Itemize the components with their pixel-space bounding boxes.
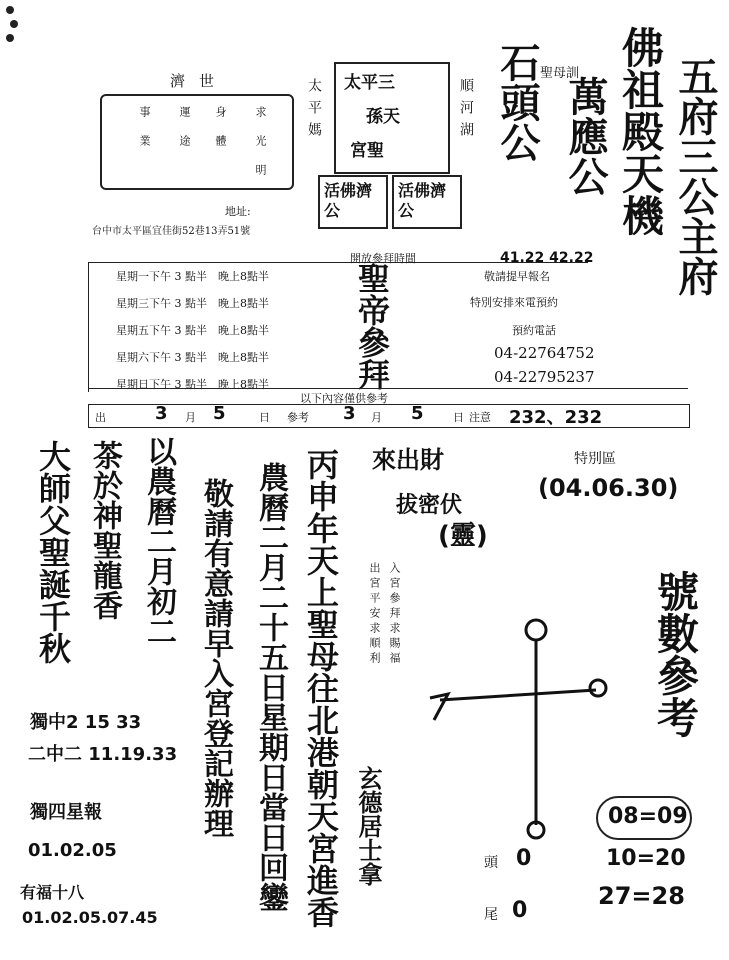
hand-col-r3: 敬請有意請早入宮登記辦理 [198,478,233,838]
tail-value: 0 [512,898,528,923]
oval-box [596,796,692,840]
stamp-left-text: 活佛濟公 [324,181,373,220]
oval-text: 08=09 [608,804,688,829]
note-value: 232、232 [509,407,603,428]
stamp-top: 太平三 [344,73,395,93]
scroll-col-2: 身體 [214,106,227,164]
cross-drawing [420,610,620,850]
hand-col-r2: 農曆二月二十五日星期日當日回鑾 [253,462,288,912]
out-day: 5 [213,403,226,424]
hand-l-row5: 有福十八 [20,883,85,902]
exit-text: 出宮平安求順利 [368,562,381,667]
enter-text: 入宮參拜求賜福 [388,562,401,667]
hand-oval: (靈) [438,521,488,551]
address-label: 地址: [225,205,251,218]
hand-r-row2: 27=28 [598,882,685,910]
stamp-mid: 孫天 [366,107,400,127]
row-end: 晚上8點半 [218,378,269,391]
hand-col-l2: 茶於神聖龍香 [87,440,122,620]
ref-day: 5 [411,403,424,424]
tail-label: 尾 [484,907,498,923]
schedule-row [116,268,356,295]
stamp-right [392,175,462,229]
ref-month: 3 [343,403,356,424]
scroll-col-3: 運途 [178,106,191,164]
hand-l-row4: 01.02.05 [28,840,117,861]
hand-col-l3: 大師父聖誕千秋 [34,440,72,664]
schedule-rows [116,268,356,403]
row-end: 晚上8點半 [218,297,269,310]
phone-1: 04-22764752 [494,344,595,362]
big-col-2: 佛祖殿天機 [616,26,665,236]
special-area-label: 特別區 [574,451,616,467]
schedule-row [116,295,356,322]
ref-month-word: 月 [371,411,382,424]
schedule-left-line [88,262,89,392]
below-line [88,388,688,389]
note-label: 注意 [469,411,491,424]
big-col-4: 石頭公 [494,42,540,162]
hand-l-row3: 獨四星報 [30,802,102,823]
head-value: 0 [516,846,532,871]
hand-l-row1: 獨中2 15 33 [30,712,142,733]
hand-top-center: 來出財 [372,446,444,474]
address: 台中市太平區宜佳街52巷13弄51號 [92,226,251,237]
out-day-word: 日 [259,411,270,424]
row-day: 星期三下午 3 點半 [116,297,207,310]
phone-label: 預約電話 [512,324,556,337]
hand-top-center-2: 拔密伏 [396,493,463,518]
training-label: 聖母訓 [540,66,580,81]
row-day: 星期一下午 3 點半 [116,270,207,283]
stamp-right-text: 活佛濟公 [398,181,447,220]
ref-day-word: 日 [453,411,464,424]
signup: 敬請提早報名 [484,270,550,283]
scroll-title: 濟世 [170,72,229,90]
row-day: 星期日下午 3 點半 [116,378,207,391]
date-line [88,404,690,428]
stamp-left [318,175,388,229]
big-col-1: 五府三公主府 [672,56,718,296]
out-month-word: 月 [185,411,196,424]
hand-col-r1: 丙申年天上聖母往北港朝天宮進香 [302,448,340,928]
print-name: 玄德居士拿 [354,766,382,886]
temple-col-a: 太平媽 [306,78,322,144]
special-area-value: (04.06.30) [538,474,679,502]
special-booking: 特別安排來電預約 [470,296,558,309]
row-day: 星期六下午 3 點半 [116,351,207,364]
schedule-header: 開放參拜時間 [350,252,416,265]
hand-l-row2: 二中二 11.19.33 [28,744,178,765]
temple-col-b: 順河湖 [458,78,474,144]
ref-label: 參考 [287,411,309,424]
below-note: 以下內容僅供參考 [300,392,388,405]
row-end: 晚上8點半 [218,270,269,283]
binder-holes [4,4,20,44]
hand-r-row1: 10=20 [606,846,686,871]
scroll-banner [100,70,300,200]
row-end: 晚上8點半 [218,351,269,364]
stamp-bottom: 宮聖 [350,141,384,161]
schedule-row [116,349,356,376]
row-day: 星期五下午 3 點半 [116,324,207,337]
big-col-3: 萬應公 [562,76,608,196]
schedule-stamp: 聖帝參拜 [353,262,391,390]
out-label: 出 [95,411,106,424]
temple-stamp [334,62,450,174]
hand-right-big: 號數參考 [651,570,700,738]
schedule-note: 41.22 42.22 [500,250,594,266]
head-label: 頭 [484,855,498,871]
phone-2: 04-22795237 [494,368,595,386]
scroll-col-4: 事業 [138,106,151,164]
out-month: 3 [155,403,168,424]
hand-col-l1: 以農曆二月初二 [141,436,176,646]
schedule-row [116,322,356,349]
schedule-top-line [88,262,588,263]
scroll-col-1: 求光明 [254,106,267,193]
hand-l-row6: 01.02.05.07.45 [22,908,158,927]
row-end: 晚上8點半 [218,324,269,337]
